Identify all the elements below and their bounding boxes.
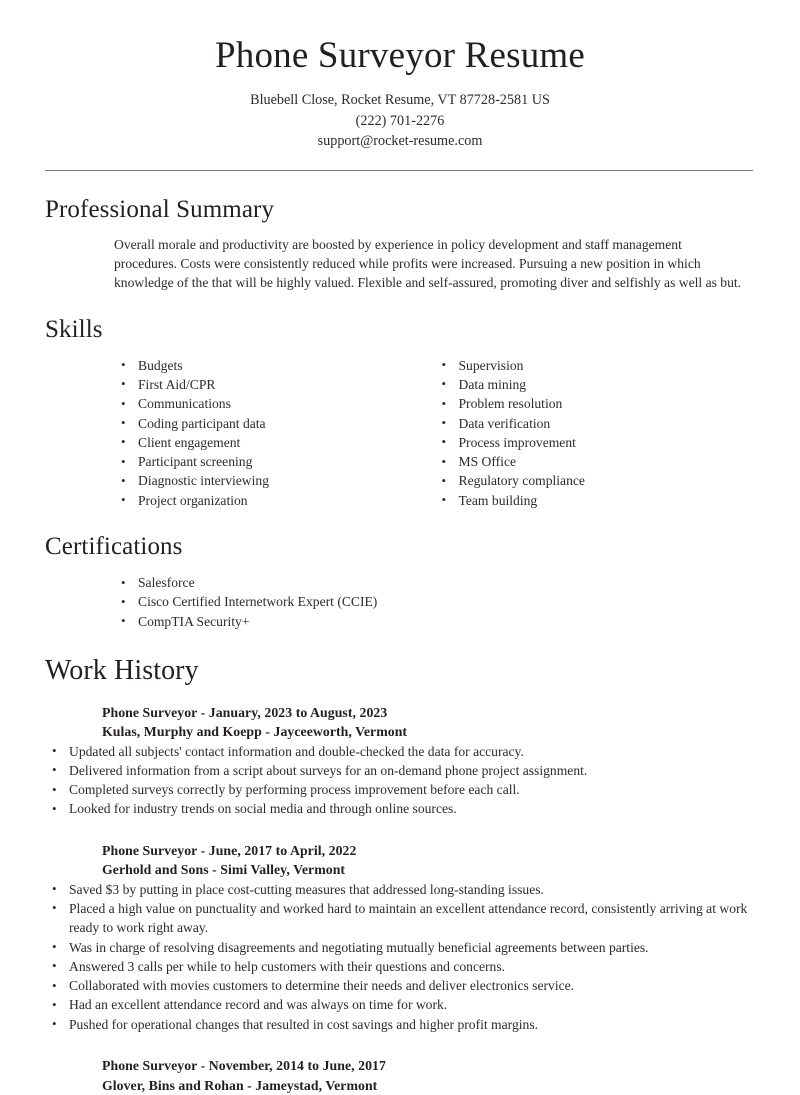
section-skills bbox=[45, 315, 755, 510]
job-bullet-item: • Placed a high value on punctuality and worked hard to maintain an excellent attendance record, consistently arriving at work ready to work right away. bbox=[45, 899, 755, 938]
job-bullet-item: • Delivered information from a script about surveys for an on-demand phone project assignment. bbox=[45, 761, 755, 780]
section-professional-summary bbox=[45, 195, 755, 293]
skill-item: • Regulatory compliance bbox=[435, 471, 756, 490]
job-bullet-item: • Saved $3 by putting in place cost-cutting measures that addressed long-standing issues. bbox=[45, 880, 755, 899]
job-bullet-list bbox=[45, 880, 755, 1034]
job-entry bbox=[45, 1056, 755, 1095]
skill-item: • Budgets bbox=[114, 356, 435, 375]
section-heading-skills: Skills bbox=[45, 315, 755, 345]
section-heading-summary: Professional Summary bbox=[45, 195, 755, 225]
summary-text: Overall morale and productivity are boosted by experience in policy development and staff management procedures. Costs were consistently reduced while profits were increased. Pursuing a new position in which knowledge of the that will be highly valued. Flexible and self-assured, promoting diver and selfishly as well as but. bbox=[114, 235, 755, 293]
certifications-body bbox=[45, 573, 755, 631]
section-work-history bbox=[45, 654, 755, 1095]
skill-item: • Client engagement bbox=[114, 433, 435, 452]
job-bullet-item: • Collaborated with movies customers to determine their needs and deliver electronics service. bbox=[45, 976, 755, 995]
job-bullet-item: • Pushed for operational changes that resulted in cost savings and higher profit margins. bbox=[45, 1015, 755, 1034]
contact-phone: (222) 701-2276 bbox=[45, 111, 755, 132]
skills-body bbox=[45, 356, 755, 510]
skill-item: • Project organization bbox=[114, 491, 435, 510]
job-bullet-item: • Answered 3 calls per while to help customers with their questions and concerns. bbox=[45, 957, 755, 976]
section-heading-work-history: Work History bbox=[45, 654, 755, 688]
job-entry bbox=[45, 703, 755, 819]
skill-item: • Participant screening bbox=[114, 452, 435, 471]
job-bullet-item: • Updated all subjects' contact information and double-checked the data for accuracy. bbox=[45, 742, 755, 761]
skill-item: • Supervision bbox=[435, 356, 756, 375]
job-title-line: Phone Surveyor - January, 2023 to August, 2023 bbox=[45, 703, 755, 723]
skill-item: • Diagnostic interviewing bbox=[114, 471, 435, 490]
job-bullet-item: • Completed surveys correctly by performing process improvement before each call. bbox=[45, 780, 755, 799]
certification-item: • CompTIA Security+ bbox=[114, 612, 755, 631]
skill-item: • First Aid/CPR bbox=[114, 375, 435, 394]
header-divider bbox=[45, 170, 753, 171]
skills-list-left bbox=[114, 356, 435, 510]
job-title-line: Phone Surveyor - November, 2014 to June, 2017 bbox=[45, 1056, 755, 1076]
job-bullet-item: • Had an excellent attendance record and was always on time for work. bbox=[45, 995, 755, 1014]
skill-item: • Problem resolution bbox=[435, 394, 756, 413]
skill-item: • Coding participant data bbox=[114, 414, 435, 433]
skills-column-left bbox=[114, 356, 435, 510]
skills-column-right bbox=[435, 356, 756, 510]
summary-body bbox=[45, 235, 755, 293]
skill-item: • Data verification bbox=[435, 414, 756, 433]
resume-header bbox=[45, 0, 755, 171]
job-entry bbox=[45, 841, 755, 1034]
section-certifications bbox=[45, 532, 755, 631]
job-bullet-list bbox=[45, 742, 755, 819]
work-history-body bbox=[45, 703, 755, 1095]
page-title: Phone Surveyor Resume bbox=[45, 0, 755, 79]
skills-list-right bbox=[435, 356, 756, 510]
skill-item: • Team building bbox=[435, 491, 756, 510]
job-bullet-item: • Was in charge of resolving disagreements and negotiating mutually beneficial agreements between parties. bbox=[45, 938, 755, 957]
skill-item: • Communications bbox=[114, 394, 435, 413]
job-company-line: Gerhold and Sons - Simi Valley, Vermont bbox=[45, 860, 755, 880]
contact-address: Bluebell Close, Rocket Resume, VT 87728-2581 US bbox=[45, 90, 755, 111]
skill-item: • Process improvement bbox=[435, 433, 756, 452]
job-bullet-item: • Looked for industry trends on social media and through online sources. bbox=[45, 799, 755, 818]
skill-item: • MS Office bbox=[435, 452, 756, 471]
section-heading-certifications: Certifications bbox=[45, 532, 755, 562]
certification-item: • Cisco Certified Internetwork Expert (CCIE) bbox=[114, 592, 755, 611]
skill-item: • Data mining bbox=[435, 375, 756, 394]
certifications-list bbox=[114, 573, 755, 631]
contact-email: support@rocket-resume.com bbox=[45, 131, 755, 152]
job-title-line: Phone Surveyor - June, 2017 to April, 2022 bbox=[45, 841, 755, 861]
job-company-line: Glover, Bins and Rohan - Jameystad, Vermont bbox=[45, 1076, 755, 1095]
certification-item: • Salesforce bbox=[114, 573, 755, 592]
job-company-line: Kulas, Murphy and Koepp - Jayceeworth, Vermont bbox=[45, 722, 755, 742]
contact-block bbox=[45, 90, 755, 152]
